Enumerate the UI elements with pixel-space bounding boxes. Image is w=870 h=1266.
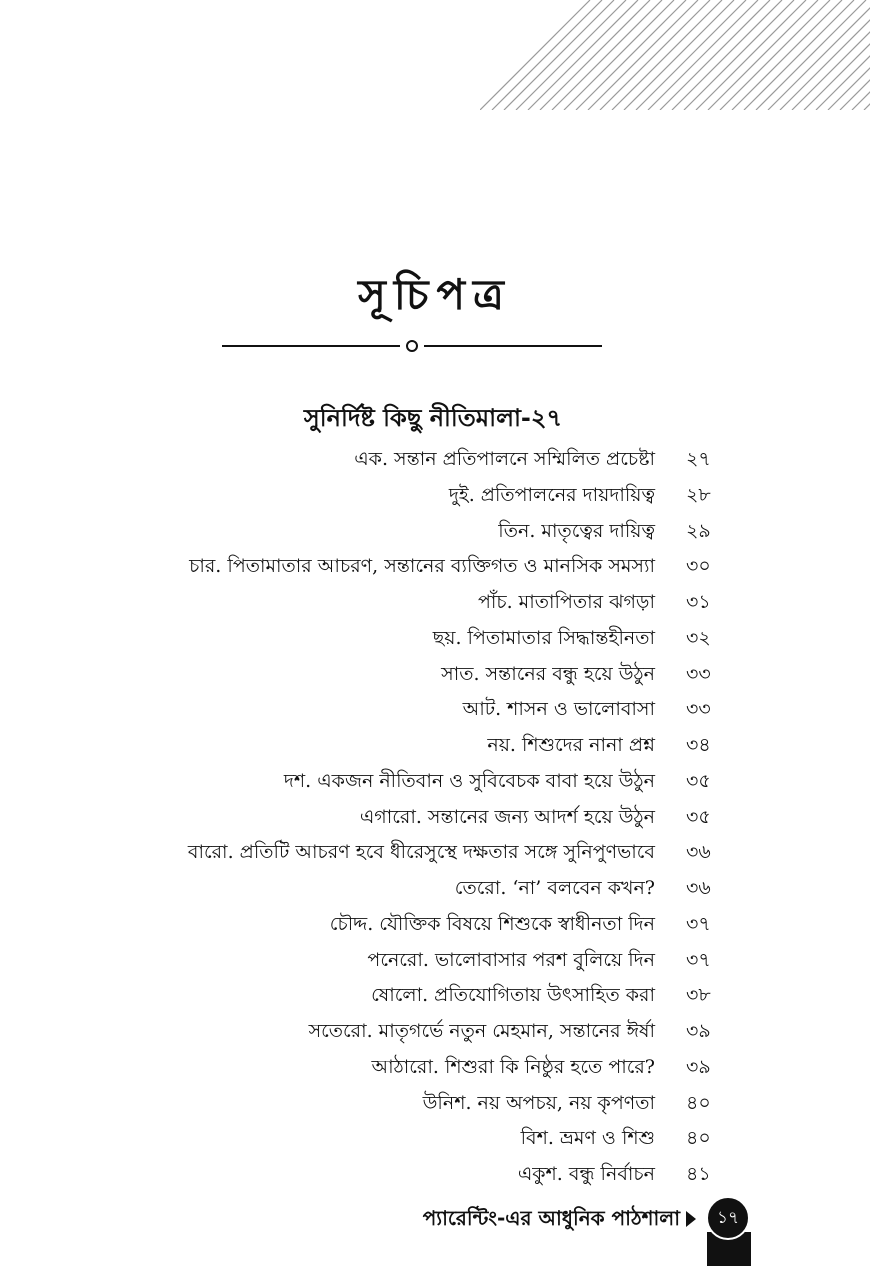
toc-entry-title: এক. সন্তান প্রতিপালনে সম্মিলিত প্রচেষ্টা [354,448,655,470]
toc-entry-page-number: ৩০ [686,555,711,578]
toc-entry-page-number: ৩১ [686,591,711,613]
diagonal-hatch-decoration [480,0,870,110]
table-of-contents [0,442,870,1193]
toc-entry-page-number: ৩৫ [686,769,711,792]
toc-entry[interactable] [0,871,870,907]
toc-entry-page-number: ৩৯ [686,1020,711,1042]
toc-entry-page-number: ৩২ [686,626,711,649]
toc-entry[interactable] [0,978,870,1014]
toc-entry-page-number: ৩৮ [686,984,711,1007]
toc-entry-title: আট. শাসন ও ভালোবাসা [462,698,655,721]
toc-entry[interactable] [0,800,870,836]
toc-entry-title: নয়. শিশুদের নানা প্রশ্ন [487,734,655,756]
toc-entry-title: উনিশ. নয় অপচয়, নয় কৃপণতা [422,1091,655,1114]
section-heading: সুনির্দিষ্ট কিছু নীতিমালা-২৭ [303,404,563,432]
toc-entry-title: তেরো. ‘না’ বলবেন কখন? [454,877,655,899]
toc-entry[interactable] [0,764,870,800]
toc-entry[interactable] [0,621,870,657]
toc-entry-title: সতেরো. মাতৃগর্ভে নতুন মেহমান, সন্তানের ঈর্ষা [308,1020,655,1042]
toc-entry-title: চৌদ্দ. যৌক্তিক বিষয়ে শিশুকে স্বাধীনতা দিন [329,912,655,935]
toc-entry-page-number: ২৮ [686,483,711,506]
toc-entry-title: তিন. মাতৃত্বের দায়িত্ব [498,519,655,542]
toc-entry-page-number: ৩৯ [686,1055,711,1078]
toc-entry-title: বারো. প্রতিটি আচরণ হবে ধীরেসুস্থে দক্ষতার সঙ্গে সুনিপুণভাবে [187,841,655,864]
play-arrow-icon [686,1211,696,1227]
page-number-badge: ১৭ [706,1196,750,1240]
toc-entry-title: ছয়. পিতামাতার সিদ্ধান্তহীনতা [432,626,655,649]
toc-entry[interactable] [0,835,870,871]
toc-entry-page-number: ২৭ [686,448,711,470]
toc-entry-title: পাঁচ. মাতাপিতার ঝগড়া [477,591,655,613]
toc-entry[interactable] [0,943,870,979]
toc-entry-title: সাত. সন্তানের বন্ধু হয়ে উঠুন [441,662,655,685]
title-divider-ornament [222,334,602,358]
toc-entry-title: চার. পিতামাতার আচরণ, সন্তানের ব্যক্তিগত ও মানসিক সমস্যা [189,555,655,578]
toc-entry[interactable] [0,549,870,585]
toc-entry-page-number: ৪০ [686,1127,711,1150]
toc-entry-title: একুশ. বন্ধু নির্বাচন [517,1163,655,1185]
toc-entry-page-number: ৩৫ [686,805,711,828]
toc-entry[interactable] [0,1050,870,1086]
toc-entry-page-number: ৩৩ [686,698,711,721]
toc-entry[interactable] [0,585,870,621]
toc-entry[interactable] [0,1086,870,1122]
toc-entry-title: ষোলো. প্রতিযোগিতায় উৎসাহিত করা [371,984,655,1007]
toc-entry-page-number: ৩৭ [686,948,711,971]
toc-entry[interactable] [0,478,870,514]
toc-entry[interactable] [0,1121,870,1157]
toc-entry-page-number: ৩৬ [686,877,711,899]
page-title: সূচিপত্র [358,270,512,319]
toc-entry[interactable] [0,728,870,764]
toc-entry-page-number: ৩৭ [686,912,711,935]
footer-book-title: প্যারেন্টিং-এর আধুনিক পাঠশালা [422,1206,680,1230]
toc-entry-title: বিশ. ভ্রমণ ও শিশু [520,1127,655,1150]
toc-entry-title: পনেরো. ভালোবাসার পরশ বুলিয়ে দিন [367,948,655,971]
toc-entry[interactable] [0,692,870,728]
toc-entry-page-number: ৪১ [686,1163,711,1185]
toc-entry-title: আঠারো. শিশুরা কি নিষ্ঠুর হতে পারে? [371,1055,655,1078]
toc-entry[interactable] [0,442,870,478]
toc-entry[interactable] [0,514,870,550]
toc-entry[interactable] [0,907,870,943]
toc-entry-page-number: ৩৩ [686,662,711,685]
toc-entry-page-number: ৩৪ [686,734,711,756]
toc-entry-page-number: ৪০ [686,1091,711,1114]
toc-entry-page-number: ২৯ [686,519,711,542]
toc-entry-title: দুই. প্রতিপালনের দায়দায়িত্ব [448,483,655,506]
toc-entry[interactable] [0,657,870,693]
toc-entry[interactable] [0,1014,870,1050]
toc-entry-title: এগারো. সন্তানের জন্য আদর্শ হয়ে উঠুন [359,805,655,828]
toc-entry-page-number: ৩৬ [686,841,711,864]
toc-entry[interactable] [0,1157,870,1193]
toc-entry-title: দশ. একজন নীতিবান ও সুবিবেচক বাবা হয়ে উঠুন [283,769,655,792]
